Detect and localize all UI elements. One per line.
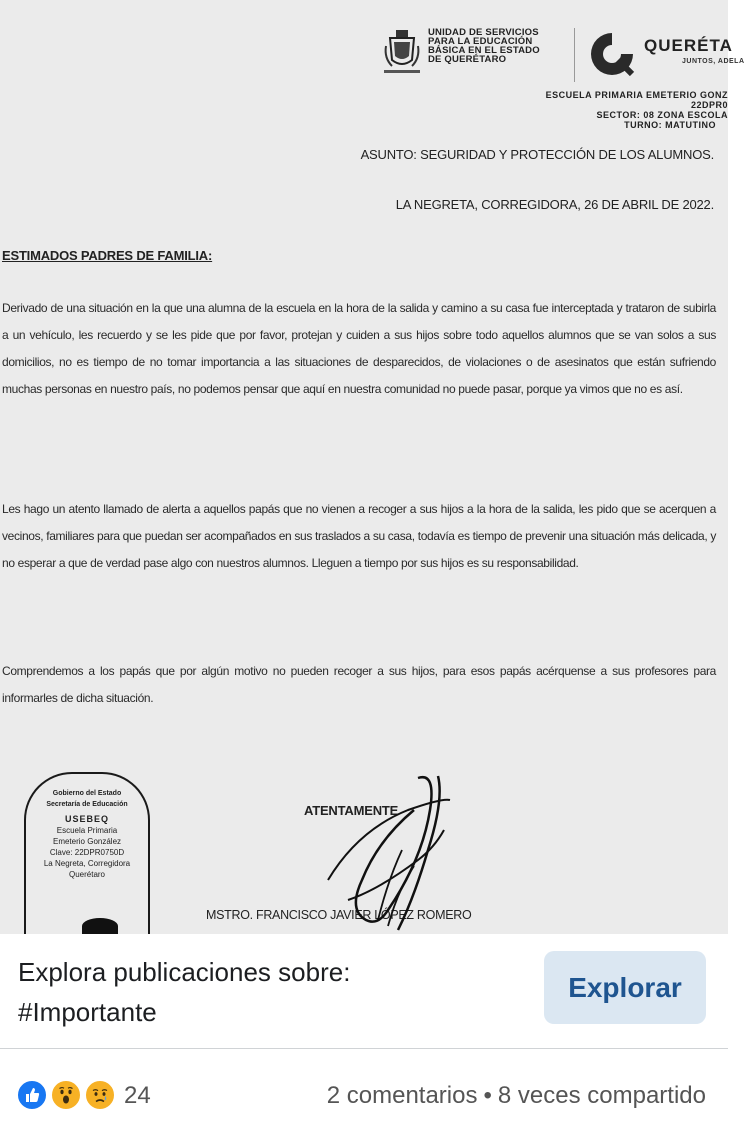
stamp-line: USEBEQ xyxy=(64,814,109,824)
school-stamp xyxy=(24,772,150,942)
stamp-line: Clave: 22DPR0750D xyxy=(49,848,125,857)
stamp-line: La Negreta, Corregidora xyxy=(43,859,131,868)
usebeq-name xyxy=(428,28,540,64)
explore-prompt-text: Explora publicaciones sobre: xyxy=(18,957,351,987)
stamp-emblem-icon xyxy=(82,918,118,934)
school-line: 22DPR0 xyxy=(690,100,728,110)
school-info xyxy=(546,90,728,130)
stamp-line: Emeterio González xyxy=(52,837,122,846)
explore-hashtag[interactable]: #Importante xyxy=(18,997,157,1027)
shares-count[interactable]: 8 veces compartido xyxy=(497,1082,706,1109)
explore-prompt xyxy=(18,952,350,1032)
usebeq-line: DE QUERÉTARO xyxy=(428,54,507,65)
queretaro-logo-icon xyxy=(588,30,636,78)
post-stats-bar xyxy=(0,1049,728,1124)
letter-subject: ASUNTO: SEGURIDAD Y PROTECCIÓN DE LOS ALUMNOS. xyxy=(360,147,714,162)
letter-signer: MSTRO. FRANCISCO JAVIER LÓPEZ ROMERO xyxy=(206,908,472,922)
handwritten-signature-icon xyxy=(318,770,454,934)
explore-button[interactable]: Explorar xyxy=(544,951,706,1024)
wow-icon xyxy=(50,1079,82,1111)
usebeq-line: PARA LA EDUCACIÓN xyxy=(428,36,533,47)
stamp-line: Secretaría de Educación xyxy=(46,801,128,808)
like-icon xyxy=(16,1079,48,1111)
letter-greeting: ESTIMADOS PADRES DE FAMILIA: xyxy=(2,248,213,263)
stamp-line: Escuela Primaria xyxy=(56,826,118,835)
state-crest-icon xyxy=(382,26,422,76)
reaction-count[interactable]: 24 xyxy=(124,1082,151,1109)
state-tagline: JUNTOS, ADELA xyxy=(682,58,745,65)
usebeq-line: UNIDAD DE SERVICIOS xyxy=(428,27,539,38)
stamp-line: Querétaro xyxy=(68,870,106,879)
letter-place-date: LA NEGRETA, CORREGIDORA, 26 DE ABRIL DE 2022. xyxy=(395,197,714,212)
letter-paragraph: Derivado de una situación en la que una alumna de la escuela en la hora de la salida y camino a su casa fue interceptada y trataron de subirla a un vehículo, les recuerdo y se les pide que por favor, protejan y cuiden a sus hijos sobre todo aquellos alumnos que se van solos a sus domicilios, no es tiempo de no tomar importancia a las situaciones de desparecidos, de violaciones o de asesinatos que están sufriendo muchas personas en nuestro país, no podemos pensar que aquí en nuestra comunidad no puede pasar, porque ya vimos que no es así. xyxy=(2,301,716,396)
letter-closing: ATENTAMENTE xyxy=(304,803,399,818)
explore-hashtag-bar xyxy=(0,934,728,1048)
letter-paragraph: Les hago un atento llamado de alerta a aquellos papás que no vienen a recoger a sus hijos a la hora de la salida, les pido que se acerquen a vecinos, familiares para que puedan ser acompañados en sus traslados a su casa, todavía es tiempo de prevenir una situación más delicada, y no esperar a que de verdad pase algo con nuestros alumnos. Lleguen a tiempo por sus hijos es su responsabilidad. xyxy=(2,502,716,570)
letterhead xyxy=(382,26,745,86)
reaction-icons[interactable] xyxy=(16,1079,120,1111)
separator-dot: • xyxy=(483,1082,492,1109)
letterhead-divider xyxy=(574,28,575,82)
stamp-line: Gobierno del Estado xyxy=(52,790,122,797)
school-line: ESCUELA PRIMARIA EMETERIO GONZ xyxy=(545,90,728,100)
letter-paragraph: Comprendemos a los papás que por algún motivo no pueden recoger a sus hijos, para esos papás acérquense a sus profesores para informarles de dicha situación. xyxy=(2,664,716,705)
sad-icon xyxy=(84,1079,116,1111)
state-name: QUERÉTA xyxy=(644,36,733,55)
usebeq-line: BÁSICA EN EL ESTADO xyxy=(428,45,540,56)
comments-count[interactable]: 2 comentarios xyxy=(326,1082,478,1109)
comments-shares xyxy=(327,1082,706,1110)
school-line: SECTOR: 08 ZONA ESCOLA xyxy=(596,110,728,120)
school-line: TURNO: MATUTINO xyxy=(624,120,716,130)
